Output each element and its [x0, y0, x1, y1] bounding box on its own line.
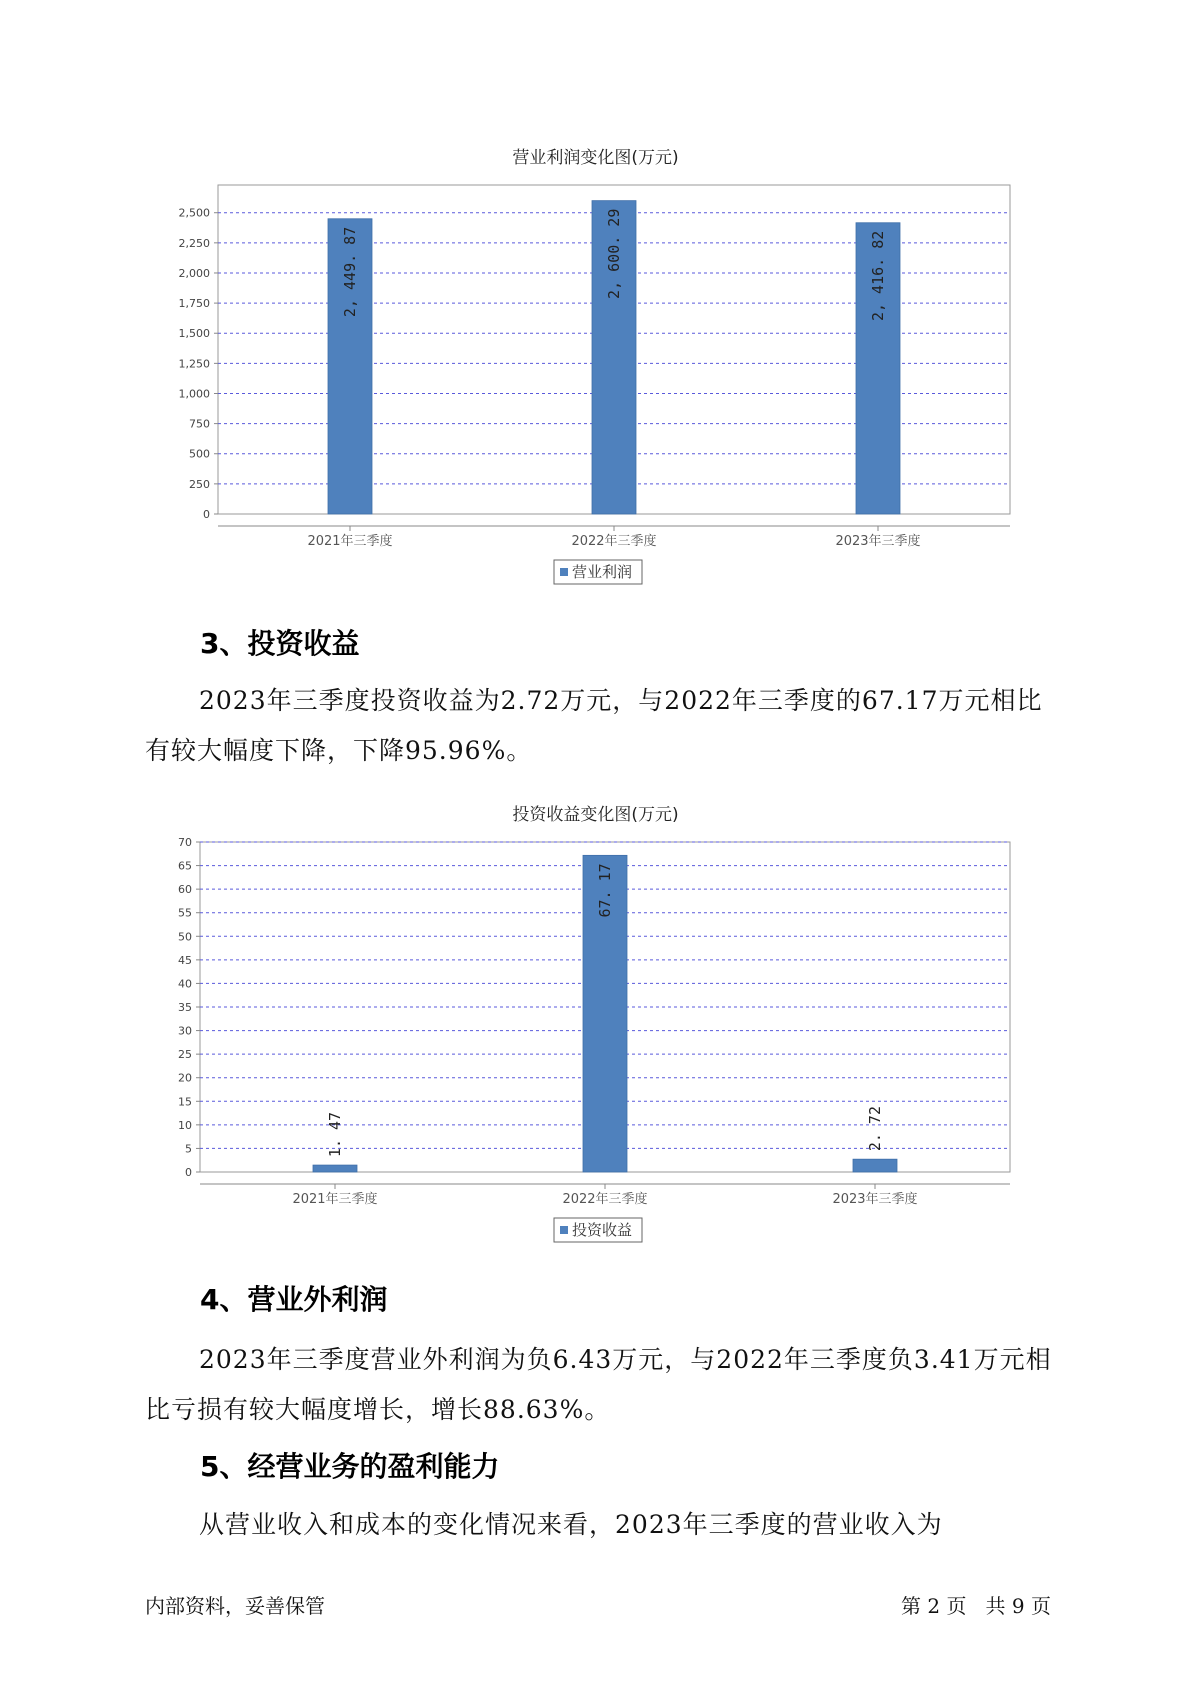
x-tick-label: 2023年三季度	[835, 534, 921, 549]
y-tick-label: 45	[178, 953, 192, 967]
y-tick-label: 40	[178, 977, 192, 991]
y-tick-label: 60	[178, 883, 192, 897]
y-tick-label: 1,000	[178, 387, 210, 401]
y-tick-label: 35	[178, 1001, 192, 1014]
bar	[313, 1165, 357, 1172]
chart1-title: 营业利润变化图(万元)	[512, 148, 679, 168]
data-label: 67. 17	[596, 863, 614, 918]
y-tick-label: 65	[178, 859, 192, 873]
y-tick-label: 500	[189, 447, 210, 461]
x-tick-label: 2023年三季度	[832, 1192, 918, 1207]
y-tick-label: 0	[203, 508, 210, 521]
section4-heading: 4、营业外利润	[200, 1283, 388, 1316]
section3-text: 2023年三季度投资收益为2.72万元，与2022年三季度的67.17万元相比有较大幅度下降，下降95.96%。	[145, 686, 1043, 765]
bar	[853, 1159, 897, 1172]
x-tick-label: 2022年三季度	[571, 534, 657, 549]
y-tick-label: 2,500	[178, 206, 210, 220]
footer-page-number: 第 2 页 共 9 页	[901, 1594, 1051, 1618]
x-tick-label: 2021年三季度	[292, 1192, 378, 1207]
x-tick-label: 2021年三季度	[307, 534, 393, 549]
legend	[554, 1218, 642, 1242]
data-label: 2, 416. 82	[869, 230, 887, 322]
y-tick-label: 2,250	[178, 236, 210, 250]
y-tick-label: 2,000	[178, 266, 210, 280]
y-tick-label: 1,250	[178, 357, 210, 371]
section5-heading: 5、经营业务的盈利能力	[200, 1450, 500, 1483]
y-tick-label: 5	[185, 1142, 192, 1156]
section5-text: 从营业收入和成本的变化情况来看，2023年三季度的营业收入为	[199, 1510, 943, 1539]
y-tick-label: 0	[185, 1166, 192, 1179]
legend-swatch	[560, 1226, 568, 1234]
section3-heading: 3、投资收益	[200, 627, 360, 660]
y-tick-label: 10	[178, 1118, 192, 1132]
section4-paragraph	[145, 1335, 1065, 1435]
legend-label: 营业利润	[572, 563, 633, 581]
data-label: 2, 600. 29	[605, 208, 623, 299]
y-tick-label: 55	[178, 906, 192, 920]
chart2-title: 投资收益变化图(万元)	[512, 805, 679, 825]
y-tick-label: 50	[178, 930, 192, 944]
x-tick-label: 2022年三季度	[562, 1192, 648, 1207]
data-label: 1. 47	[326, 1111, 344, 1158]
legend-label: 投资收益	[572, 1221, 633, 1239]
data-label: 2, 449. 87	[341, 226, 359, 318]
data-label: 2. 72	[866, 1106, 884, 1152]
footer-left: 内部资料，妥善保管	[145, 1594, 325, 1618]
section5-paragraph	[145, 1500, 1065, 1550]
section4-text: 2023年三季度营业外利润为负6.43万元，与2022年三季度负3.41万元相比亏损有较大幅度增长，增长88.63%。	[145, 1345, 1052, 1424]
y-tick-label: 1,500	[178, 327, 210, 341]
y-tick-label: 30	[178, 1024, 192, 1038]
y-tick-label: 15	[178, 1095, 192, 1109]
y-tick-label: 20	[178, 1071, 192, 1085]
y-tick-label: 25	[178, 1048, 192, 1062]
y-tick-label: 250	[189, 477, 210, 491]
y-tick-label: 750	[189, 417, 210, 431]
y-tick-label: 70	[178, 836, 192, 849]
y-tick-label: 1,750	[178, 297, 210, 311]
